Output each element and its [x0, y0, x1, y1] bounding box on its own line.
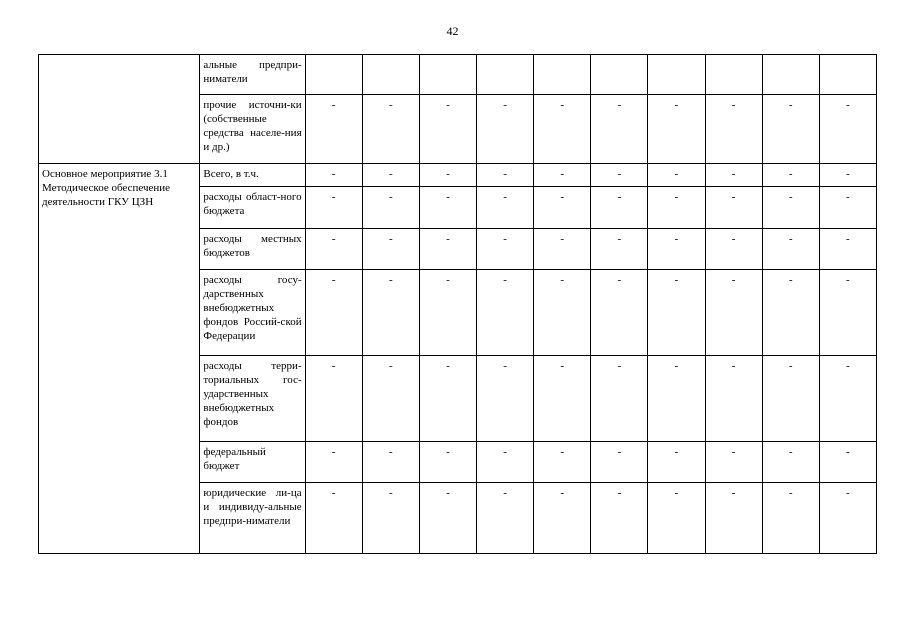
- value-cell: -: [705, 270, 762, 356]
- value-cell: -: [477, 270, 534, 356]
- funding-source-cell: альные предпри-ниматели: [200, 55, 305, 95]
- value-cell: -: [591, 270, 648, 356]
- value-cell: [305, 55, 362, 95]
- value-cell: -: [705, 483, 762, 554]
- value-cell: -: [477, 356, 534, 442]
- value-cell: -: [477, 187, 534, 229]
- value-cell: -: [305, 95, 362, 164]
- value-cell: -: [305, 356, 362, 442]
- value-cell: -: [762, 229, 819, 270]
- value-cell: -: [305, 442, 362, 483]
- value-cell: -: [305, 164, 362, 187]
- value-cell: -: [591, 95, 648, 164]
- value-cell: -: [591, 229, 648, 270]
- value-cell: [534, 55, 591, 95]
- value-cell: -: [648, 442, 705, 483]
- value-cell: [362, 55, 419, 95]
- value-cell: -: [762, 270, 819, 356]
- funding-source-cell: расходы терри-ториальных гос-ударственных внебюджетных фондов: [200, 356, 305, 442]
- table-body: [39, 55, 877, 554]
- value-cell: -: [362, 229, 419, 270]
- value-cell: -: [819, 483, 876, 554]
- value-cell: -: [762, 442, 819, 483]
- value-cell: [648, 55, 705, 95]
- value-cell: -: [648, 270, 705, 356]
- value-cell: -: [819, 164, 876, 187]
- funding-source-cell: расходы местных бюджетов: [200, 229, 305, 270]
- value-cell: -: [477, 483, 534, 554]
- table-row: [39, 55, 877, 95]
- funding-source-cell: федеральный бюджет: [200, 442, 305, 483]
- value-cell: -: [534, 270, 591, 356]
- value-cell: -: [534, 164, 591, 187]
- activity-cell: Основное мероприятие 3.1 Методическое обеспечение деятельности ГКУ ЦЗН: [39, 164, 200, 554]
- value-cell: -: [819, 356, 876, 442]
- value-cell: -: [419, 229, 476, 270]
- value-cell: -: [591, 483, 648, 554]
- value-cell: -: [648, 95, 705, 164]
- value-cell: -: [534, 356, 591, 442]
- value-cell: -: [534, 483, 591, 554]
- value-cell: -: [419, 270, 476, 356]
- value-cell: -: [819, 95, 876, 164]
- value-cell: -: [705, 95, 762, 164]
- value-cell: -: [362, 483, 419, 554]
- value-cell: -: [477, 95, 534, 164]
- value-cell: -: [762, 164, 819, 187]
- funding-source-cell: юридические ли-ца и индивиду-альные предпри-ниматели: [200, 483, 305, 554]
- value-cell: -: [648, 356, 705, 442]
- value-cell: -: [534, 442, 591, 483]
- value-cell: -: [305, 270, 362, 356]
- value-cell: -: [762, 356, 819, 442]
- value-cell: -: [534, 229, 591, 270]
- value-cell: [419, 55, 476, 95]
- value-cell: -: [419, 187, 476, 229]
- value-cell: -: [705, 164, 762, 187]
- value-cell: -: [705, 442, 762, 483]
- value-cell: -: [705, 229, 762, 270]
- value-cell: -: [591, 356, 648, 442]
- funding-source-cell: прочие источни-ки (собственные средства населе-ния и др.): [200, 95, 305, 164]
- funding-table: [38, 54, 877, 554]
- value-cell: -: [419, 442, 476, 483]
- value-cell: -: [819, 229, 876, 270]
- value-cell: -: [534, 95, 591, 164]
- value-cell: -: [819, 442, 876, 483]
- value-cell: -: [362, 187, 419, 229]
- value-cell: -: [477, 442, 534, 483]
- value-cell: -: [819, 270, 876, 356]
- value-cell: [819, 55, 876, 95]
- value-cell: [477, 55, 534, 95]
- value-cell: -: [648, 187, 705, 229]
- funding-source-cell: Всего, в т.ч.: [200, 164, 305, 187]
- value-cell: -: [762, 95, 819, 164]
- value-cell: -: [648, 229, 705, 270]
- value-cell: -: [419, 483, 476, 554]
- value-cell: -: [591, 164, 648, 187]
- value-cell: -: [362, 356, 419, 442]
- value-cell: -: [705, 356, 762, 442]
- value-cell: -: [648, 164, 705, 187]
- value-cell: [705, 55, 762, 95]
- table-row: [39, 164, 877, 187]
- value-cell: -: [305, 483, 362, 554]
- value-cell: -: [591, 187, 648, 229]
- value-cell: -: [362, 442, 419, 483]
- value-cell: -: [305, 229, 362, 270]
- value-cell: -: [534, 187, 591, 229]
- value-cell: -: [648, 483, 705, 554]
- value-cell: -: [477, 229, 534, 270]
- activity-cell: [39, 55, 200, 164]
- value-cell: -: [819, 187, 876, 229]
- value-cell: [762, 55, 819, 95]
- value-cell: -: [305, 187, 362, 229]
- value-cell: -: [705, 187, 762, 229]
- funding-source-cell: расходы госу-дарственных внебюджетных фондов Россий-ской Федерации: [200, 270, 305, 356]
- value-cell: -: [477, 164, 534, 187]
- value-cell: -: [362, 164, 419, 187]
- value-cell: -: [419, 95, 476, 164]
- value-cell: -: [762, 187, 819, 229]
- value-cell: -: [591, 442, 648, 483]
- value-cell: -: [362, 270, 419, 356]
- value-cell: [591, 55, 648, 95]
- value-cell: -: [762, 483, 819, 554]
- value-cell: -: [419, 356, 476, 442]
- value-cell: -: [419, 164, 476, 187]
- value-cell: -: [362, 95, 419, 164]
- page-number: 42: [446, 24, 459, 38]
- funding-source-cell: расходы област-ного бюджета: [200, 187, 305, 229]
